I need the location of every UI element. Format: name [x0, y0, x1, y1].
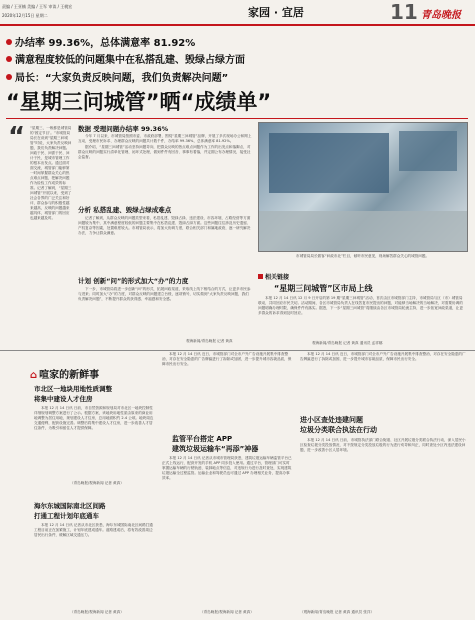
news5-subtitle: 垃圾分类联合执法在行动	[300, 426, 377, 434]
news1-body: 本报 12 月 14 日讯 日前，市自然资源和规划局对市北区一地块控制性详细规划调整方案进行了公示。根据方案，该地块用地性质由原来的商业用地调整为居住用地，规划建设人才住房，总用地面积约 2.4 公顷。地块周边交通便利，配套设施完善。调整后将集中建设人才住房，进一步改善人才居住条件，为吸引和留住人才提供保障。	[34, 406, 154, 430]
news1-title: 市北区一地块用地性质调整	[34, 385, 112, 393]
quote-drop-cap: “	[8, 122, 26, 152]
paragraph: 据介绍，“星期三问城管”活动坚持问题导向，把群众反映的热点难点问题作为工作的出发点和落脚点，对群众反映的问题实行清单化管理、闭环式处理，做到件件有回音、事事有着落，并定期公布办理情况，接受社会监督。	[78, 145, 251, 159]
sidebar-title: “星期三问城管”区市局上线	[274, 284, 373, 293]
news5-byline: （观海新闻/青岛晚报 记者 黄真 通讯员 张洋）	[300, 610, 375, 614]
news5-body: 本报 12 月 14 日讯 日前，市城管执法部门联合街道、社区开展垃圾分类联合执法行动，深入居民小区检查垃圾分类投放情况，对不按规定分类投放垃圾的行为进行劝导和纠正，同时查处小区内违法建设问题，进一步改善小区人居环境。	[300, 438, 466, 452]
section-3-title: 计划 创新“问”的形式加大“办”的力度	[78, 277, 189, 285]
photo-caption: 市城管局局长做客“问政市北”栏目，倾听市民意见，现场解答群众关心的城管问题。	[296, 254, 430, 258]
quote-column-body: “星期三，一般都是城管局的‘固定节目’。”市城管局局长在谈到“星期三问城管”时说，大家负责反映问题，我们负责解决问题。问政于民、问需于民、问计于民，是城市管理工作的根本出发点。通过面对面交流，城管部门能够第一时间掌握群众关心的热点难点问题，把解决问题作为检验工作成效的标准。记者了解到，“星期三问城管”开展以来，受到了社会各界的广泛关注和好评，群众参与的积极性越来越高，反映的问题越来越具体，城管部门的回应也越来越及时。	[30, 126, 72, 220]
news1-byline: （青岛晚报/观海新闻 记者 黄真）	[70, 481, 124, 485]
paragraph: 今年 7 月以来，市城管局按照市委、市政府部署，围绕“星期三问城管”品牌，开展了多次现场办公和网上互动，受理市民诉求、办理群众反映的问题共计数千件，办结率 99.36%，总体满意率 81.92%。	[78, 134, 252, 143]
lead-bullet-text: 办结率 99.36%，总体满意率 81.92%	[15, 38, 196, 49]
section-2-body	[78, 216, 252, 272]
news3-title: 监管平台搭定 APP	[172, 435, 233, 443]
column-3-intro: 本报 12 月 14 日讯 近日，市城管部门对全市户外广告设施开展集中排查整治，对存在安全隐患的广告牌匾进行了拆除或加固，进一步提升城市容貌品质，保障市民出行安全。	[300, 352, 466, 361]
news2-body: 本报 12 月 14 日讯 记者从市北区获悉，海尔东城国际南北区间路打通工程目前正在加紧施工，计划年底建成通车。道路建成后，将有效改善周边居民出行条件，缓解区域交通压力。	[34, 523, 153, 537]
photo-screen	[399, 131, 457, 171]
bottom-section-rule	[0, 350, 475, 351]
bullet-dot-icon	[6, 74, 12, 80]
news2-byline: （青岛晚报/观海新闻 记者 黄真）	[70, 610, 124, 614]
square-icon	[258, 274, 263, 279]
main-headline: “星期三问城管”晒“成绩单”	[6, 90, 272, 114]
lead-bullet-text: 满意程度较低的问题集中在私搭乱建、毁绿占绿方面	[15, 55, 245, 66]
section-2-title: 分析 私搭乱建、毁绿占绿成难点	[78, 206, 172, 214]
paragraph: 下一步，市城管局将进一步创新“问”的形式，拓展问政渠道，采取线上线下相结合的方式，让更多市民参与进来；同时加大“办”的力度，对群众反映的问题建立台账，逐项销号，切实做到“大家负责反映问题，我们负责解决问题”，不断提升群众的获得感、幸福感和安全感。	[78, 287, 251, 301]
header-logo: 青岛晚报	[421, 10, 461, 21]
lead-bullet-text: 局长：“大家负责反映问题，我们负责解决问题”	[15, 73, 229, 84]
bullet-dot-icon	[6, 56, 12, 62]
header-page-number: 11	[390, 0, 418, 24]
bullet-dot-icon	[6, 39, 12, 45]
lead-bullet-3	[6, 66, 228, 85]
section-1-title: 数据 受理问题办结率 99.36%	[78, 125, 169, 133]
lead-bullet-2	[6, 48, 245, 67]
headline-rule	[6, 118, 468, 119]
header-bar	[0, 0, 475, 26]
header-rule	[0, 24, 475, 26]
photo-desk	[259, 211, 467, 251]
home-icon: ⌂	[30, 370, 38, 381]
news3-subtitle: 建筑垃圾运输车“再添”神器	[172, 445, 259, 453]
related-link-label: 相关链接	[258, 272, 289, 281]
news5-title: 进小区查处违建问题	[300, 416, 363, 424]
header-editors: 责编 / 王亚楠 美编 / 王军 审读 / 王桃宏	[2, 4, 73, 9]
news3-body: 本报 12 月 14 日讯 记者从市城市管理局获悉，建筑垃圾运输车辆监管平台已正式上线运行，配套开发的手机 APP 同步投入使用。通过平台，管理部门可实时掌握运输车辆的行驶轨迹、装卸地点等信息，对违规行为进行及时查处，实现建筑垃圾运输全过程监管。运输企业和驾驶员也可通过 APP 办理相关业务，提高办事效率。	[162, 456, 292, 480]
paragraph: 记者了解到，从群众反映的问题类型来看，私搭乱建、毁绿占绿、违法建设、市容环境、占路经营等方面问题较为集中，其中满意程度较低的问题主要集中在私搭乱建、毁绿占绿方面。这些问题往往涉及历史遗留、产权复杂等因素，处置难度较大。市城管局表示，将加大协调力度，联合相关部门和属地政府，逐一研究解决办法，力争让群众满意。	[78, 216, 251, 235]
news1-subtitle: 将集中建设人才住房	[34, 395, 93, 403]
bottom-band-title: ⌂ 喧家的新鲜事	[30, 370, 100, 381]
column-2-intro: 本报 12 月 14 日讯 近日，市城管部门对全市户外广告设施开展集中排查整治，对存在安全隐患的广告牌匾进行了拆除或加固，进一步提升城市容貌品质，保障市民出行安全。	[162, 352, 292, 366]
news2-title: 海尔东城国际南北区间路	[34, 502, 106, 510]
news3-byline: （青岛晚报/观海新闻 记者 黄真）	[200, 610, 254, 614]
main-article-byline: 观海新闻/青岛晚报 记者 黄真	[186, 339, 233, 343]
sidebar-body: 本报 12 月 14 日讯 12 月 9 日开启的第 19 期“星期三问城管”活动，首次由区市城管部门主持，市城管局与区（市）城管局联动，共同回应市民关切。活动期间，各区市城管局负责人在线答复市民提出的问题，对能够当场解决的当场解决，对需要协调的问题明确办理时限，确保件件有落实。据悉，下一步“星期三问城管”将继续由各区市城管局轮流主持，进一步拓宽问政渠道，让更多群众的诉求得到及时回应。	[258, 296, 463, 315]
section-1-body	[78, 134, 252, 200]
header-section: 家园 · 宜居	[248, 6, 304, 19]
sidebar-byline: 观海新闻/青岛晚报 记者 黄真 通讯员 孟祥娜	[312, 341, 383, 345]
news-photo	[258, 122, 468, 252]
photo-screen	[269, 133, 389, 193]
header-date: 2020年12月15日 星期二	[2, 13, 48, 18]
news2-subtitle: 打通工程计划年底通车	[34, 512, 99, 520]
section-3-body	[78, 287, 252, 337]
